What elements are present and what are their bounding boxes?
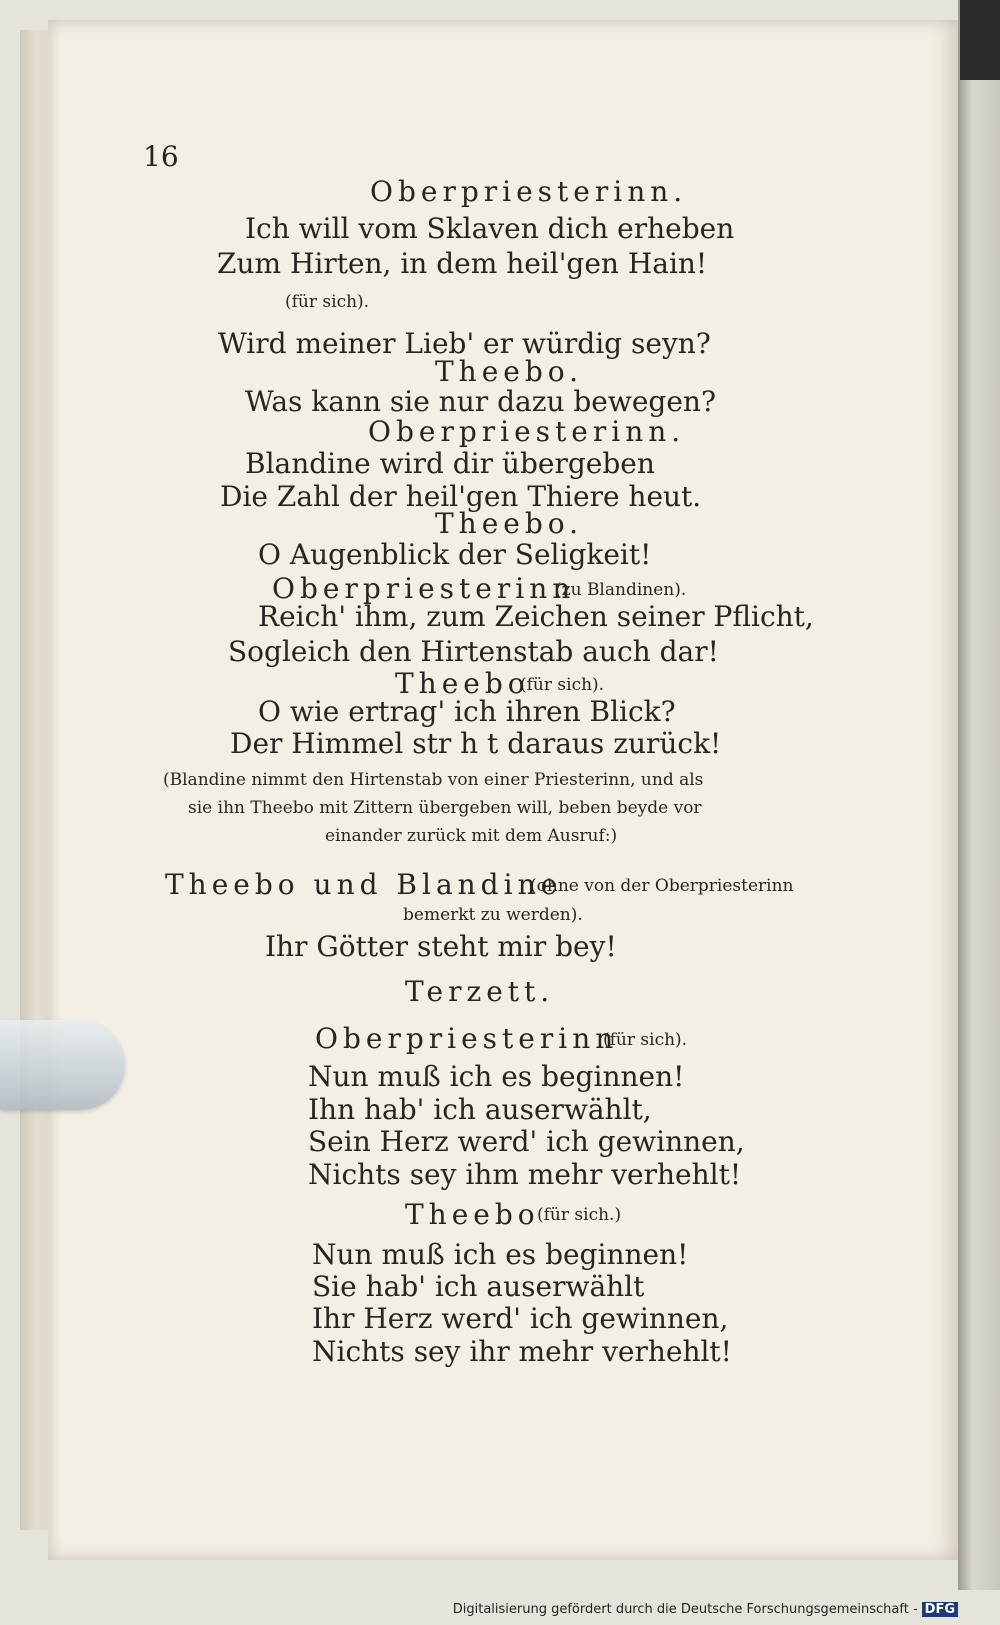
stage-direction: sie ihn Theebo mit Zittern übergeben will, beben beyde vor: [188, 798, 702, 818]
verse-line: Ich will vom Sklaven dich erheben: [245, 212, 735, 245]
speaker-theebo: Theebo.: [435, 355, 584, 388]
verse-line: Nun muß ich es beginnen!: [308, 1060, 685, 1093]
stage-direction: (Blandine nimmt den Hirtenstab von einer Priesterinn, und als: [163, 770, 704, 790]
verse-line: Nun muß ich es beginnen!: [312, 1238, 689, 1271]
stage-direction: (ohne von der Oberpriesterinn: [530, 876, 794, 896]
stage-direction: (für sich).: [520, 675, 605, 695]
stage-direction: (für sich).: [285, 292, 370, 312]
verse-line: Ihr Götter steht mir bey!: [265, 930, 617, 963]
verse-line: Sein Herz werd' ich gewinnen,: [308, 1125, 745, 1158]
verse-line: Sogleich den Hirtenstab auch dar!: [228, 635, 719, 668]
verse-line: Reich' ihm, zum Zeichen seiner Pflicht,: [258, 600, 814, 633]
verse-line: Wird meiner Lieb' er würdig seyn?: [218, 327, 711, 360]
verse-line: Blandine wird dir übergeben: [245, 447, 655, 480]
dfg-logo: DFG: [922, 1602, 958, 1617]
verse-line: O wie ertrag' ich ihren Blick?: [258, 695, 676, 728]
verse-line: Ihr Herz werd' ich gewinnen,: [312, 1302, 729, 1335]
page-clip: [0, 1020, 125, 1110]
verse-line: Der Himmel str h t daraus zurück!: [230, 727, 722, 760]
next-page-edge: [958, 0, 1000, 1590]
section-heading-terzett: Terzett.: [405, 975, 555, 1008]
speaker-oberpriesterinn: Oberpriesterinn: [315, 1022, 619, 1055]
speaker-theebo: Theebo: [395, 667, 530, 700]
stage-direction: (für sich).: [603, 1030, 688, 1050]
scanner-corner: [960, 0, 1000, 80]
verse-line: Ihn hab' ich auserwählt,: [308, 1093, 652, 1126]
speaker-theebo: Theebo.: [435, 507, 584, 540]
speaker-oberpriesterinn: Oberpriesterinn.: [368, 415, 686, 448]
verse-line: Die Zahl der heil'gen Thiere heut.: [220, 480, 702, 513]
speaker-oberpriesterinn: Oberpriesterinn: [272, 572, 576, 605]
stage-direction: einander zurück mit dem Ausruf:): [325, 826, 618, 846]
verse-line: Nichts sey ihm mehr verhehlt!: [308, 1158, 742, 1191]
credit-text: Digitalisierung gefördert durch die Deutsche Forschungsgemeinschaft -: [452, 1602, 918, 1617]
speaker-oberpriesterinn: Oberpriesterinn.: [370, 175, 688, 208]
page-number: 16: [143, 140, 179, 173]
verse-line: Sie hab' ich auserwählt: [312, 1270, 645, 1303]
stage-direction: (für sich.): [537, 1205, 622, 1225]
verse-line: Was kann sie nur dazu bewegen?: [245, 385, 716, 418]
digitization-credit: [453, 1602, 958, 1617]
verse-line: Nichts sey ihr mehr verhehlt!: [312, 1335, 732, 1368]
verse-line: Zum Hirten, in dem heil'gen Hain!: [217, 247, 708, 280]
stage-direction: (zu Blandinen).: [555, 580, 687, 600]
speaker-theebo-und-blandine: Theebo und Blandine: [165, 868, 563, 901]
verse-line: O Augenblick der Seligkeit!: [258, 538, 652, 571]
speaker-theebo: Theebo: [405, 1198, 540, 1231]
stage-direction: bemerkt zu werden).: [403, 905, 583, 925]
